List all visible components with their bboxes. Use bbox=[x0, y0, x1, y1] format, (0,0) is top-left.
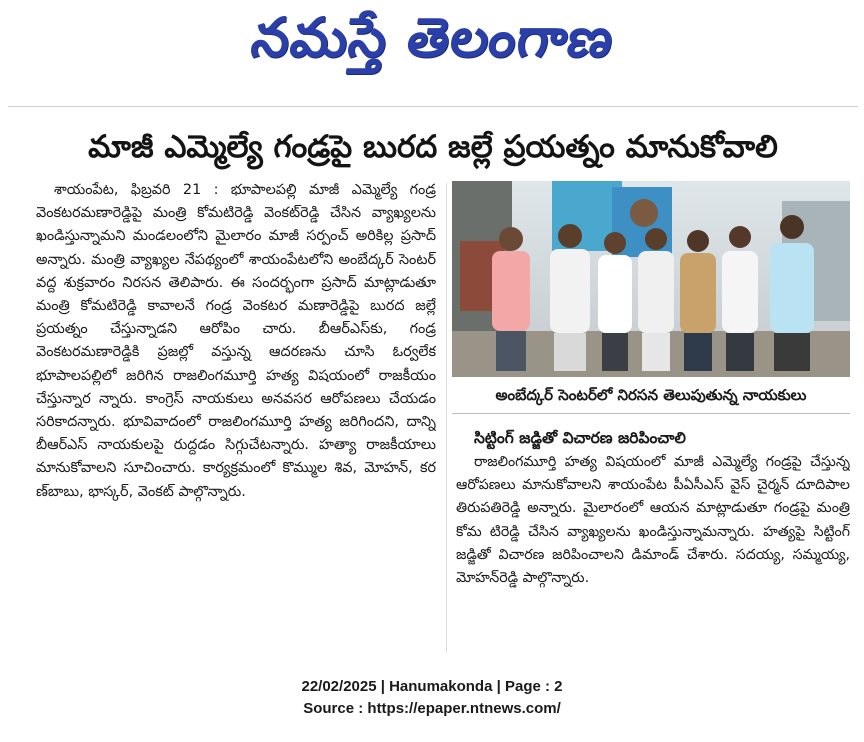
article-paragraph: శాయంపేట, ఫిబ్రవరి 21 : భూపాలపల్లి మాజీ ఎమ్మెల్యే గండ్ర వెంకటరమణారెడ్డిపై మంత్రి కోమటిరెడ్డి వెంకట్‌రెడ్డి చేసిన వ్యాఖ్యలను ఖండిస్తున్నామని మండలంలోని మైలారం మాజీ సర్పంచ్ అరికిల్ల ప్రసాద్ అన్నారు. మంత్రి వ్యాఖ్యల నేపథ్యంలో శాయంపేటలోని అంబేద్కర్ సెంటర్ వద్ద శుక్రవారం నిరసన తెలిపారు. ఈ సందర్భంగా ప్రసాద్ మాట్లాడుతూ మంత్రి కోమటిరెడ్డి కావాలనే గండ్ర వెంకటర మణారెడ్డిపై బురద జల్లే ప్రయత్నం చేస్తున్నాడని ఆరోపిం చారు. బీఆర్‌ఎస్‌కు, గండ్ర వెంకటరమణారెడ్డికి ప్రజల్లో వస్తున్న ఆదరణను చూసి ఓర్వలేక భూపాలపల్లిలో జరిగిన రాజలింగమూర్తి హత్య విషయంలో రాజకీయం చేస్తున్నార న్నారు. కాంగ్రెస్ నాయకులు అనవసర ఆరోపణలు చేయడం సరికాదన్నారు. భూవివాదంలో రాజలింగమూర్తి హత్య జరిగిందని, దాన్ని బీఆర్‌ఎస్ నాయకులపై రుద్దడం సిగ్గుచేటన్నారు. హత్యా రాజకీయాలు మానుకోవాలని సూచించారు. కార్యక్రమంలో కొమ్ముల శివ, మోహన్, కర ణ్‌బాబు, భాస్కర్, వెంకట్ పాల్గొన్నారు. bbox=[36, 182, 436, 500]
article-paragraph: రాజలింగమూర్తి హత్య విషయంలో మాజీ ఎమ్మెల్యే గండ్రపై చేస్తున్న ఆరోపణలు మానుకోవాలని శాయంపేట పీఏసీఎస్ వైస్ చైర్మన్ దూదిపాల తిరుపతిరెడ్డి అన్నారు. మైలారంలో ఆయన మాట్లాడుతూ గండ్రపై మంత్రి కోమ టిరెడ్డి చేసిన వ్యాఖ్యలను ఖండిస్తున్నామన్నారు. హత్యపై సిట్టింగ్ జడ్జితో విచారణ జరిపించాలని డిమాండ్ చేశారు. సదయ్య, సమ్మయ్య, మోహన్‌రెడ్డి పాల్గొన్నారు. bbox=[456, 454, 850, 587]
photo-caption: అంబేద్కర్ సెంటర్‌లో నిరసన తెలుపుతున్న నాయకులు bbox=[452, 377, 850, 414]
news-clipping bbox=[8, 106, 858, 663]
protest-photo-illustration bbox=[452, 181, 850, 377]
masthead bbox=[0, 0, 864, 96]
article-photo bbox=[452, 181, 850, 377]
source-line: Source : https://epaper.ntnews.com/ bbox=[303, 700, 561, 717]
newspaper-logo: నమస్తే తెలంగాణ bbox=[247, 6, 619, 69]
article-body-left bbox=[36, 179, 436, 659]
article-headline: మాజీ ఎమ్మెల్యే గండ్రపై బురద జల్లే ప్రయత్నం మానుకోవాలి bbox=[88, 129, 778, 165]
edition-info: 22/02/2025 | Hanumakonda | Page : 2 bbox=[301, 678, 563, 695]
page-footer bbox=[0, 676, 864, 726]
column-divider bbox=[446, 183, 447, 653]
article-body-right bbox=[456, 451, 850, 661]
article-subheading: సిట్టింగ్ జడ్జితో విచారణ జరిపించాలి bbox=[474, 429, 686, 447]
